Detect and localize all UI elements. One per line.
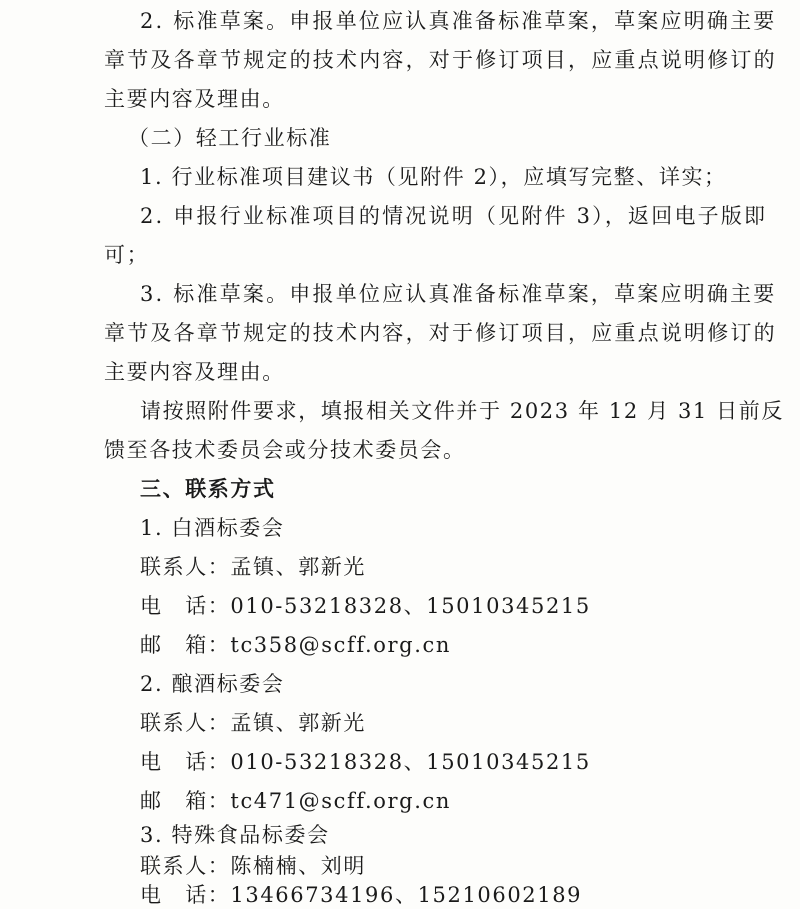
contact-email: 邮 箱：tc471@scff.org.cn [140,789,451,813]
contact-email: 邮 箱：tc358@scff.org.cn [140,633,451,657]
paragraph-line: 1. 行业标准项目建议书（见附件 2），应填写完整、详实； [140,165,727,189]
paragraph-line: 可； [104,243,150,267]
contact-phone: 电 话：010-53218328、15010345215 [140,594,591,618]
paragraph-line: 2. 标准草案。申报单位应认真准备标准草案，草案应明确主要 [140,9,777,33]
paragraph-line: 主要内容及理由。 [104,87,285,111]
contact-person: 联系人：孟镇、郭新光 [140,555,366,579]
paragraph-line: 馈至各技术委员会或分技术委员会。 [104,438,466,462]
paragraph-line: 3. 标准草案。申报单位应认真准备标准草案，草案应明确主要 [140,282,777,306]
contact-person: 联系人：孟镇、郭新光 [140,711,366,735]
paragraph-line: 主要内容及理由。 [104,360,285,384]
section-heading: （二）轻工行业标准 [128,126,332,150]
committee-name: 2. 酿酒标委会 [140,672,285,696]
paragraph-line: 请按照附件要求，填报相关文件并于 2023 年 12 月 31 日前反 [140,399,784,423]
contact-phone: 电 话：13466734196、15210602189 [140,883,583,907]
contact-phone: 电 话：010-53218328、15010345215 [140,750,591,774]
contacts-heading: 三、联系方式 [140,476,276,501]
paragraph-line: 章节及各章节规定的技术内容，对于修订项目，应重点说明修订的 [104,321,777,345]
contact-person: 联系人：陈楠楠、刘明 [140,854,366,878]
paragraph-line: 2. 申报行业标准项目的情况说明（见附件 3），返回电子版即 [140,204,768,228]
committee-name: 3. 特殊食品标委会 [140,823,330,847]
committee-name: 1. 白酒标委会 [140,516,285,540]
paragraph-line: 章节及各章节规定的技术内容，对于修订项目，应重点说明修订的 [104,48,777,72]
